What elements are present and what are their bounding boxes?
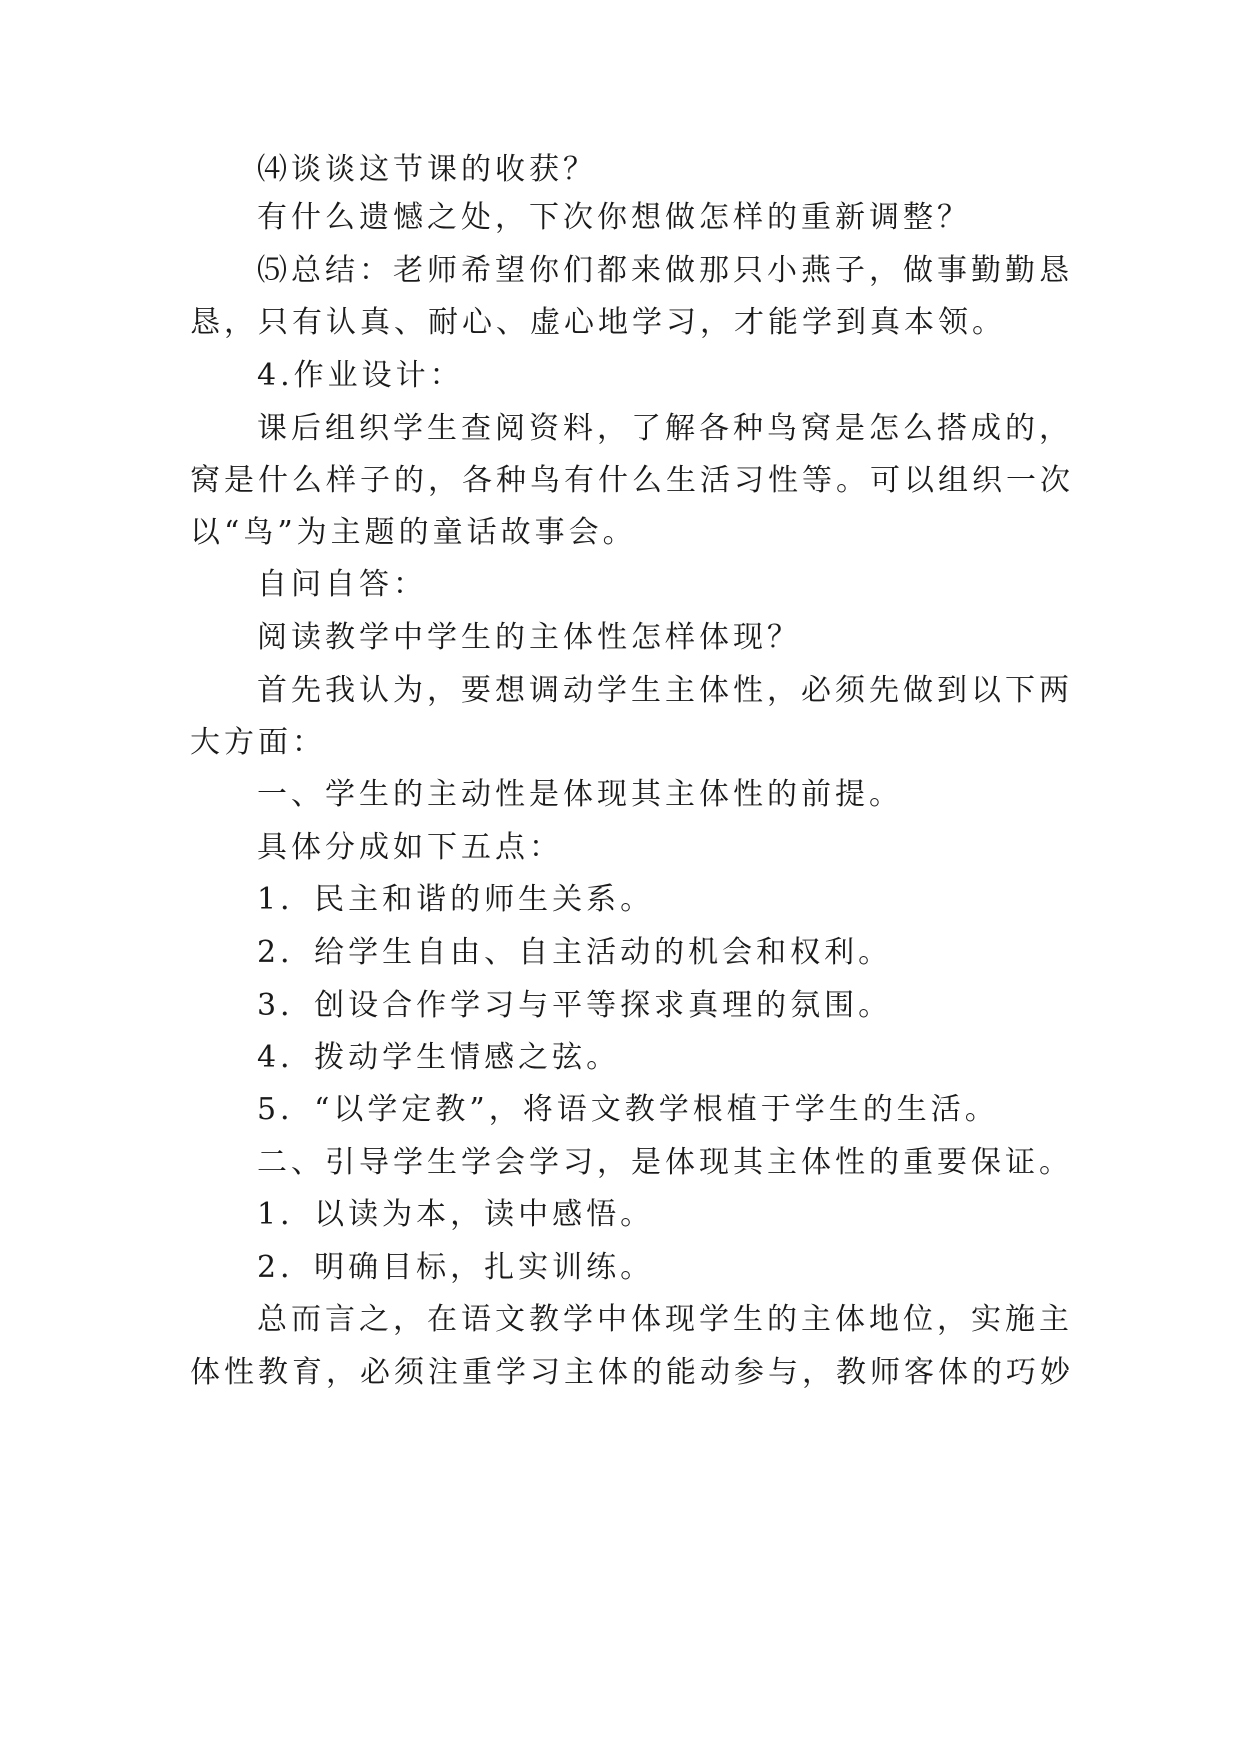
text-line: 2．明确目标，扎实训练。	[257, 1250, 655, 1285]
text-line: 首先我认为，要想调动学生主体性，必须先做到以下两	[257, 673, 1073, 708]
text-line: 阅读教学中学生的主体性怎样体现？	[257, 620, 801, 655]
text-line: 自问自答：	[257, 567, 427, 602]
text-line: 5．“以学定教”，将语文教学根植于学生的生活。	[257, 1092, 999, 1127]
text-line: 具体分成如下五点：	[257, 830, 563, 865]
text-line: 1．民主和谐的师生关系。	[257, 882, 655, 917]
text-line: 一、学生的主动性是体现其主体性的前提。	[257, 777, 903, 812]
text-line: 窝是什么样子的，各种鸟有什么生活习性等。可以组织一次	[190, 463, 1074, 498]
text-line: 有什么遗憾之处，下次你想做怎样的重新调整？	[257, 200, 971, 235]
text-line: 总而言之，在语文教学中体现学生的主体地位，实施主	[257, 1302, 1073, 1337]
text-line: 1．以读为本，读中感悟。	[257, 1197, 655, 1232]
text-line: 二、引导学生学会学习，是体现其主体性的重要保证。	[257, 1145, 1073, 1180]
text-line: 大方面：	[190, 725, 326, 760]
text-line: 体性教育，必须注重学习主体的能动参与，教师客体的巧妙	[190, 1355, 1074, 1390]
text-line: 4.作业设计：	[257, 358, 464, 393]
text-line: 4．拨动学生情感之弦。	[257, 1040, 621, 1075]
text-line: 恳，只有认真、耐心、虚心地学习，才能学到真本领。	[190, 305, 1006, 340]
text-line: 2．给学生自由、自主活动的机会和权利。	[257, 935, 893, 970]
text-line: 以“鸟”为主题的童话故事会。	[190, 515, 637, 550]
text-line: 课后组织学生查阅资料，了解各种鸟窝是怎么搭成的，	[257, 411, 1073, 446]
text-line: 3．创设合作学习与平等探求真理的氛围。	[257, 988, 893, 1023]
text-line: ⑷谈谈这节课的收获？	[257, 152, 597, 187]
text-line: ⑸总结：老师希望你们都来做那只小燕子，做事勤勤恳	[257, 253, 1073, 288]
